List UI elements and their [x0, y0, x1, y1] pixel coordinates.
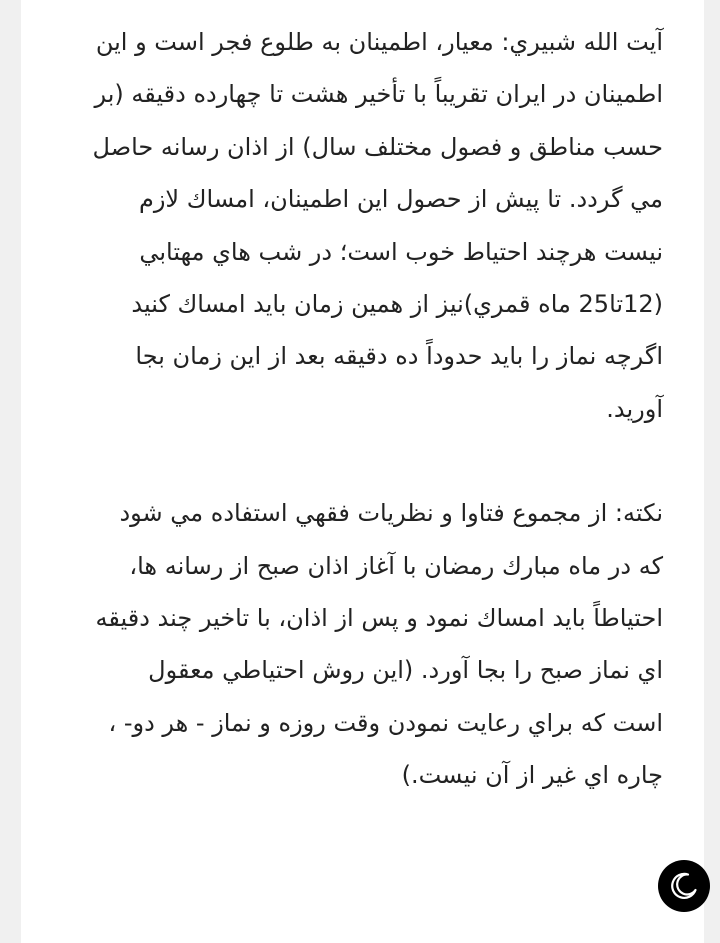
article-card [21, 0, 704, 943]
article-paragraph: نكته: از مجموع فتاوا و نظريات فقهي استفاده مي شود كه در ماه مبارك رمضان با آغاز اذان صبح از رسانه ها، احتياطاً بايد امساك نمود و پس از اذان، با تاخير چند دقيقه اي نماز صبح را بجا آورد. (اين روش احتياطي معقول است كه براي رعايت نمودن وقت روزه و نماز - هر دو- ، چاره اي غير از آن نيست.) [95, 499, 663, 790]
paragraph-spacer [91, 435, 663, 487]
moon-icon [668, 870, 700, 902]
article-body [91, 16, 663, 802]
night-mode-button[interactable] [658, 860, 710, 912]
article-paragraph: آيت الله شبيري: معيار، اطمينان به طلوع فجر است و اين اطمينان در ايران تقريباً با تأخير هشت تا چهارده دقيقه (بر حسب مناطق و فصول مختلف سال) از اذان رسانه حاصل مي گردد. تا پيش از حصول اين اطمينان، امساك لازم نيست هرچند احتياط خوب است؛ در شب هاي مهتابي (12تا25 ماه قمري)نيز از همين زمان بايد امساك كنيد اگرچه نماز را بايد حدوداً ده دقيقه بعد از اين زمان بجا آوريد. [92, 28, 663, 423]
